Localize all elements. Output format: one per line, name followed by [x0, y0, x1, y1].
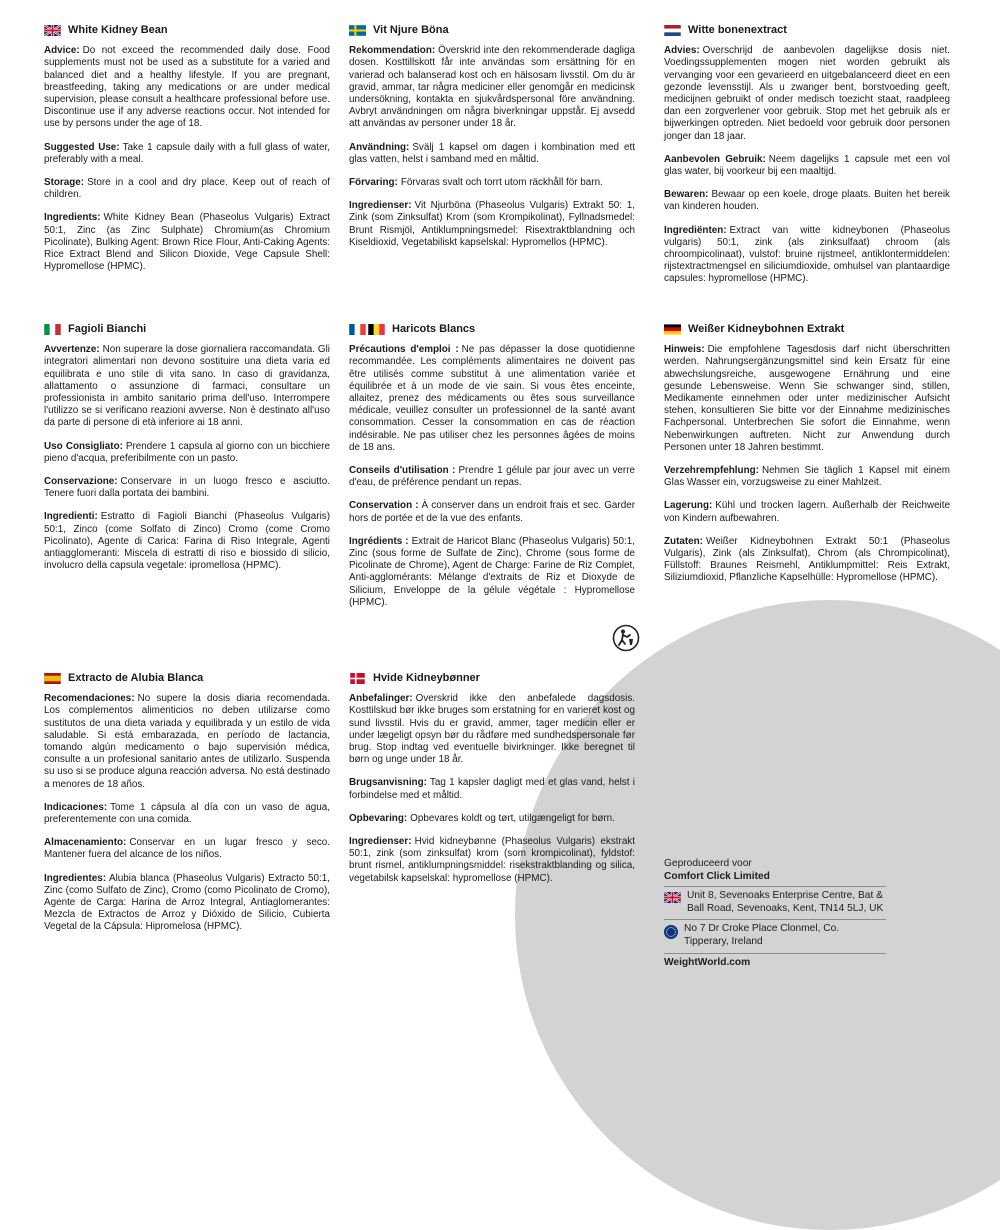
section-label: Opbevaring: — [349, 812, 408, 824]
info-section — [349, 200, 635, 249]
flag-be-icon — [368, 324, 385, 335]
flags — [664, 324, 681, 335]
info-section — [44, 45, 330, 130]
section-text: Nehmen Sie täglich 1 Kapsel mit einem Glas Wasser ein, vorzugsweise zu einer Mahlzeit. — [664, 465, 950, 489]
address-text: No 7 Dr Croke Place Clonmel, Co. Tipperary, Ireland — [684, 923, 840, 947]
section-text: Svälj 1 kapsel om dagen i kombination med ett glas vatten, helst i samband med en måltid. — [349, 141, 635, 165]
info-section — [664, 45, 950, 143]
panel-header — [349, 323, 635, 335]
info-section — [44, 476, 330, 500]
panel-spanish — [44, 672, 330, 945]
info-section — [349, 813, 635, 825]
section-text: Weißer Kidneybohnen Extrakt 50:1 (Phaseolus Vulgaris), Zink (als Zinksulfat), Chrom (als Chrompicolinat), Füllstoff: Braunes Reismehl, Antiklumpmittel: Reis Extrakt, Siliziumdioxid, Pflanzliche Kapselhülle: Hypromellose (HPMC). — [664, 535, 950, 584]
info-section — [349, 836, 635, 885]
section-text: Prendere 1 capsula al giorno con un bicchiere pieno d'acqua, preferibilmente con un pasto. — [44, 440, 330, 464]
section-text: Förvaras svalt och torrt utom räckhåll för barn. — [400, 177, 603, 189]
info-section — [664, 536, 950, 585]
section-text: No supere la dosis diaria recomendada. Los complementos alimenticios no deben utilizarse como sustitutos de una dieta variada y equilibrada y un estilo de vida saludable. Si está embarazada, en período de lactancia, tomando algún medicamento o bajo supervisión médica, consulte a un profesional sanitario antes de utilizarlo. Suspenda su uso si se produce alguna reacción adversa. No está destinado a menores de 18 años. — [44, 693, 331, 790]
section-text: Store in a cool and dry place. Keep out of reach of children. — [44, 177, 330, 201]
section-label: Advice: — [44, 45, 80, 57]
panel-title: Witte bonenextract — [688, 24, 787, 36]
section-label: Uso Consigliato: — [44, 440, 123, 452]
flags — [44, 324, 61, 335]
flag-uk-icon — [44, 25, 61, 36]
section-label: Recomendaciones: — [44, 693, 135, 705]
panel-header — [44, 323, 330, 335]
section-label: Conseils d'utilisation : — [349, 465, 456, 477]
section-label: Ingredienser: — [349, 836, 412, 848]
section-text: White Kidney Bean (Phaseolus Vulgaris) Extract 50:1, Zinc (as Zinc Sulphate) Chromium(as Chromium Picolinate), Bulking Agent: Brown Rice Flour, Anti-Caking Agents: Rice Extract Blend and Silicon Dioxide, Vege Capsule Shell: Hypromellose (HPMC). — [44, 212, 330, 273]
panel-header — [664, 323, 950, 335]
flag-de-icon — [664, 324, 681, 335]
section-label: Hinweis: — [664, 344, 705, 356]
info-section — [349, 500, 635, 524]
section-text: Överskrid inte den rekommenderade dagliga dosen. Kosttillskott får inte användas som ersättning för en varierad och balanserad kost och en hälsosam livsstil. Om du är gravid, ammar, tar några mediciner eller genomgår en medicinsk undersökning, kontakta en sjukvårdspersonal före användning. Avbryt användningen om några biverkningar uppstår. Ej avsedd att användas av personer under 18 år. — [349, 45, 635, 130]
section-label: Ingredientes: — [44, 872, 107, 884]
flags — [349, 25, 366, 36]
manufacturer-intro: Geproduceerd voor — [664, 858, 752, 869]
section-text: Bewaar op een koele, droge plaats. Buiten het bereik van kinderen houden. — [664, 189, 950, 213]
section-text: Ne pas dépasser la dose quotidienne recommandée. Les compléments alimentaires ne doivent pas être utilisés comme substitut à une alimentation variée et équilibrée et à un mode de vie sain. Si vous êtes enceinte, allaitez, prenez des médicaments ou êtes sous surveillance médicale, veuillez consulter un professionnel de la santé avant consommation. Cesser la consommation en cas de réaction indésirable. Ne pas utiliser chez les personnes âgées de moins de 18 ans. — [349, 344, 635, 453]
panel-title: Weißer Kidneybohnen Extrakt — [688, 323, 845, 335]
section-text: Die empfohlene Tagesdosis darf nicht überschritten werden. Nahrungsergänzungsmittel sind kein Ersatz für eine abwechslungsreiche, ausgewogene Ernährung und eine gesunde Lebensweise. Wenn Sie schwanger sind, stillen, Medikamente einnehmen oder unter medizinischer Aufsicht stehen, konsultieren Sie bitte vor der Einnahme medizinisches Fachpersonal. Unterbrechen Sie sofort die Einnahme, wenn Nebenwirkungen auftreten. Nicht zur Anwendung durch Personen unter 18 Jahren bestimmt. — [664, 344, 950, 453]
panel-title: Hvide Kidneybønner — [373, 672, 480, 684]
section-label: Ingredienser: — [349, 200, 412, 212]
panel-title: Vit Njure Böna — [373, 24, 449, 36]
section-text: Overskrid ikke den anbefalede dagsdosis. Kosttilskud bør ikke bruges som erstatning for en varieret kost og sund livsstil. Hvis du er gravid, ammer, tager medicin eller er under lægeligt opsyn bør du rådføre med sundhedspersonale før brug. Stop indtag ved eventuelle bivirkninger. Ikke beregnet til børn og unge under 18 år. — [349, 693, 635, 766]
section-label: Conservation : — [349, 500, 419, 512]
info-section — [349, 45, 635, 130]
flags — [44, 25, 61, 36]
brand-website: WeightWorld.com — [664, 953, 886, 970]
info-section — [664, 500, 950, 524]
section-label: Anbefalinger: — [349, 693, 413, 705]
section-text: Extract van witte kidneybonen (Phaseolus vulgaris) 50:1, zink (als zinksulfaat) chroom (als chroompicolinaat), vulstof: bruine rijstmeel, antiklontermiddelen: rijstextractmengsel en siliciumdioxide, omhulsel van plantaardige capsules: hypromellose (HPMC). — [664, 224, 950, 285]
panel-dutch — [664, 24, 950, 297]
address-text: Unit 8, Sevenoaks Enterprise Centre, Bat & Ball Road, Sevenoaks, Kent, TN14 5LJ, UK — [687, 890, 884, 914]
section-text: Vit Njurböna (Phaseolus Vulgaris) Extrakt 50: 1, Zink (som Zinksulfat) Krom (som Krompikolinat), Fyllnadsmedel: Brunt Rismjöl, Antiklumpningsmedel: Risextraktblandning och Kiseldioxid, Vegetabiliskt kapselskal: Hypromellos (HPMC). — [349, 200, 635, 248]
info-section — [664, 225, 950, 286]
section-label: Lagerung: — [664, 500, 713, 512]
panel-title: Haricots Blancs — [392, 323, 476, 335]
info-section — [44, 212, 330, 273]
section-label: Rekommendation: — [349, 45, 436, 57]
flag-fr-icon — [349, 324, 366, 335]
info-section — [664, 189, 950, 213]
address-ireland — [664, 919, 886, 952]
section-text: Estratto di Fagioli Bianchi (Phaseolus Vulgaris) 50:1, Zinco (come Solfato di Zinco) Cromo (come Cromo Picolinato), Agente di Carica: Farina di Riso Integrale, Agenti antiagglomeranti: Miscela di estratti di riso e biossido di silicio, involucro della capsula vegetale: ipromellosa (HPMC). — [44, 511, 330, 572]
info-section — [44, 837, 330, 861]
info-section — [44, 142, 330, 166]
info-section — [44, 802, 330, 826]
panel-header — [349, 24, 635, 36]
section-label: Avvertenze: — [44, 344, 100, 356]
address-uk — [664, 886, 886, 919]
section-label: Verzehrempfehlung: — [664, 465, 759, 477]
info-section — [349, 177, 635, 189]
panel-swedish — [349, 24, 635, 260]
flag-nl-icon — [664, 25, 681, 36]
section-text: Opbevares koldt og tørt, utilgængeligt for børn. — [410, 812, 615, 824]
info-section — [349, 777, 635, 801]
flag-se-icon — [349, 25, 366, 36]
info-section — [349, 465, 635, 489]
info-section — [44, 177, 330, 201]
section-text: Overschrijd de aanbevolen dagelijkse dosis niet. Voedingssupplementen mogen niet worden gebruikt als vervanging voor een gevarieerd en uitgebalanceerd dieet en een gezonde levensstijl. Als u zwanger bent, borstvoeding geeft, medicijnen gebruikt of onder medisch toezicht staat, raadpleeg dan een zorgverlener voor gebruik. Stop met het gebruik als er bijwerkingen optreden. Niet bedoeld voor gebruik door personen jonger dan 18 jaar. — [664, 45, 950, 142]
panel-german — [664, 323, 950, 596]
section-label: Almacenamiento: — [44, 837, 127, 849]
manufacturer-block — [664, 858, 886, 969]
info-section — [664, 465, 950, 489]
section-label: Conservazione: — [44, 476, 118, 488]
section-label: Ingredienti: — [44, 511, 98, 523]
info-section — [349, 693, 635, 766]
section-label: Advies: — [664, 45, 700, 57]
flag-it-icon — [44, 324, 61, 335]
section-label: Bewaren: — [664, 189, 709, 201]
info-section — [44, 344, 330, 429]
section-text: Extrait de Haricot Blanc (Phaseolus Vulgaris) 50:1, Zinc (sous forme de Sulfate de Zinc), Chrome (sous forme de Picolinate de Chrome), Agent de Charge: Farine de Riz Complet, Anti-agglomérants: Mélange d'extraits de Riz et Dioxyde de Silicium, Enveloppe de la gélule végétale : Hypromellose (HPMC). — [349, 535, 635, 608]
flag-uk-icon — [664, 892, 681, 903]
flag-eu-icon — [664, 925, 678, 939]
info-section — [664, 154, 950, 178]
section-text: Conservare in un luogo fresco e asciutto. Tenere fuori dalla portata dei bambini. — [44, 476, 330, 500]
info-section — [664, 344, 950, 454]
flags — [349, 324, 385, 335]
section-label: Användning: — [349, 141, 410, 153]
section-text: Hvid kidneybønne (Phaseolus Vulgaris) ekstrakt 50:1, zink (som zinksulfat) krom (som krompicolinat), fyldstof: brunt rismel, antiklumpningsmiddel: risekstraktblanding og silica, vegetabilsk kapselskal: hypromellose (HPMC). — [349, 836, 635, 884]
section-label: Indicaciones: — [44, 801, 108, 813]
section-text: Tag 1 kapsler dagligt med et glas vand, helst i forbindelse med et måltid. — [349, 777, 635, 801]
panel-italian — [44, 323, 330, 583]
info-section — [349, 344, 635, 454]
section-label: Förvaring: — [349, 177, 398, 189]
flag-es-icon — [44, 673, 61, 684]
section-label: Ingrédients : — [349, 535, 409, 547]
panel-title: White Kidney Bean — [68, 24, 168, 36]
tidy-man-icon — [612, 624, 640, 652]
section-text: Do not exceed the recommended daily dose. Food supplements must not be used as a substitute for a varied and balanced diet and a healthy lifestyle. If you are pregnant, breastfeeding, taking any medications or are under medical supervision, please consult a healthcare professional before use. Discontinue use if any adverse reactions occur. Not intended for use by persons under the age of 18. — [44, 45, 330, 130]
manufacturer-company: Comfort Click Limited — [664, 870, 770, 882]
info-section — [44, 693, 330, 791]
section-label: Aanbevolen Gebruik: — [664, 153, 766, 165]
flag-dk-icon — [349, 673, 366, 684]
info-section — [44, 873, 330, 934]
section-text: Neem dagelijks 1 capsule met een vol glas water, bij voorkeur bij een maaltijd. — [664, 153, 950, 178]
section-text: Take 1 capsule daily with a full glass of water, preferably with a meal. — [44, 141, 330, 165]
panel-danish — [349, 672, 635, 896]
section-label: Ingredients: — [44, 212, 101, 224]
section-label: Storage: — [44, 177, 85, 189]
section-label: Suggested Use: — [44, 141, 120, 153]
info-section — [44, 441, 330, 465]
section-text: Prendre 1 gélule par jour avec un verre d'eau, de préférence pendant un repas. — [349, 465, 635, 489]
section-text: À conserver dans un endroit frais et sec. Garder hors de portée et de la vue des enfants. — [349, 500, 635, 524]
panel-header — [44, 24, 330, 36]
flags — [349, 673, 366, 684]
section-label: Précautions d'emploi : — [349, 344, 459, 356]
section-text: Kühl und trocken lagern. Außerhalb der Reichweite von Kindern aufbewahren. — [664, 500, 950, 524]
panel-header — [44, 672, 330, 684]
info-section — [44, 511, 330, 572]
panel-title: Fagioli Bianchi — [68, 323, 147, 335]
panel-english — [44, 24, 330, 284]
section-label: Ingrediënten: — [664, 224, 727, 236]
section-text: Alubia blanca (Phaseolus Vulgaris) Extracto 50:1, Zinc (como Sulfato de Zinc), Cromo (como Picolinato de Cromo), Agente de Carga: Harina de Arroz Integral, Antiaglomerantes: Mezcla de Extractos de Arroz y Dióxido de Silicio, Cubierta Vegetal de la Cápsula: Hipromelosa (HPMC). — [44, 872, 330, 933]
section-text: Conservar en un lugar fresco y seco. Mantener fuera del alcance de los niños. — [44, 837, 330, 861]
panel-header — [349, 672, 635, 684]
flags — [664, 25, 681, 36]
panel-french — [349, 323, 635, 620]
section-label: Brugsanvisning: — [349, 777, 427, 789]
info-section — [349, 536, 635, 609]
panel-title: Extracto de Alubia Blanca — [68, 672, 204, 684]
info-section — [349, 142, 635, 166]
section-text: Tome 1 cápsula al día con un vaso de agua, preferentemente con una comida. — [44, 801, 330, 826]
panel-header — [664, 24, 950, 36]
section-label: Zutaten: — [664, 535, 703, 547]
flags — [44, 673, 61, 684]
section-text: Non superare la dose giornaliera raccomandata. Gli integratori alimentari non devono sostituire una dieta varia ed equilibrata e uno stile di vita sano. In caso di gravidanza, allattamento o assunzione di farmaci, consultare un professionista in ambito sanitario prima dell'uso. Interrompere l'utilizzo se si verificano reazioni avverse. Non è destinato all'uso da parte di persone di età inferiore ai 18 anni. — [44, 344, 330, 429]
